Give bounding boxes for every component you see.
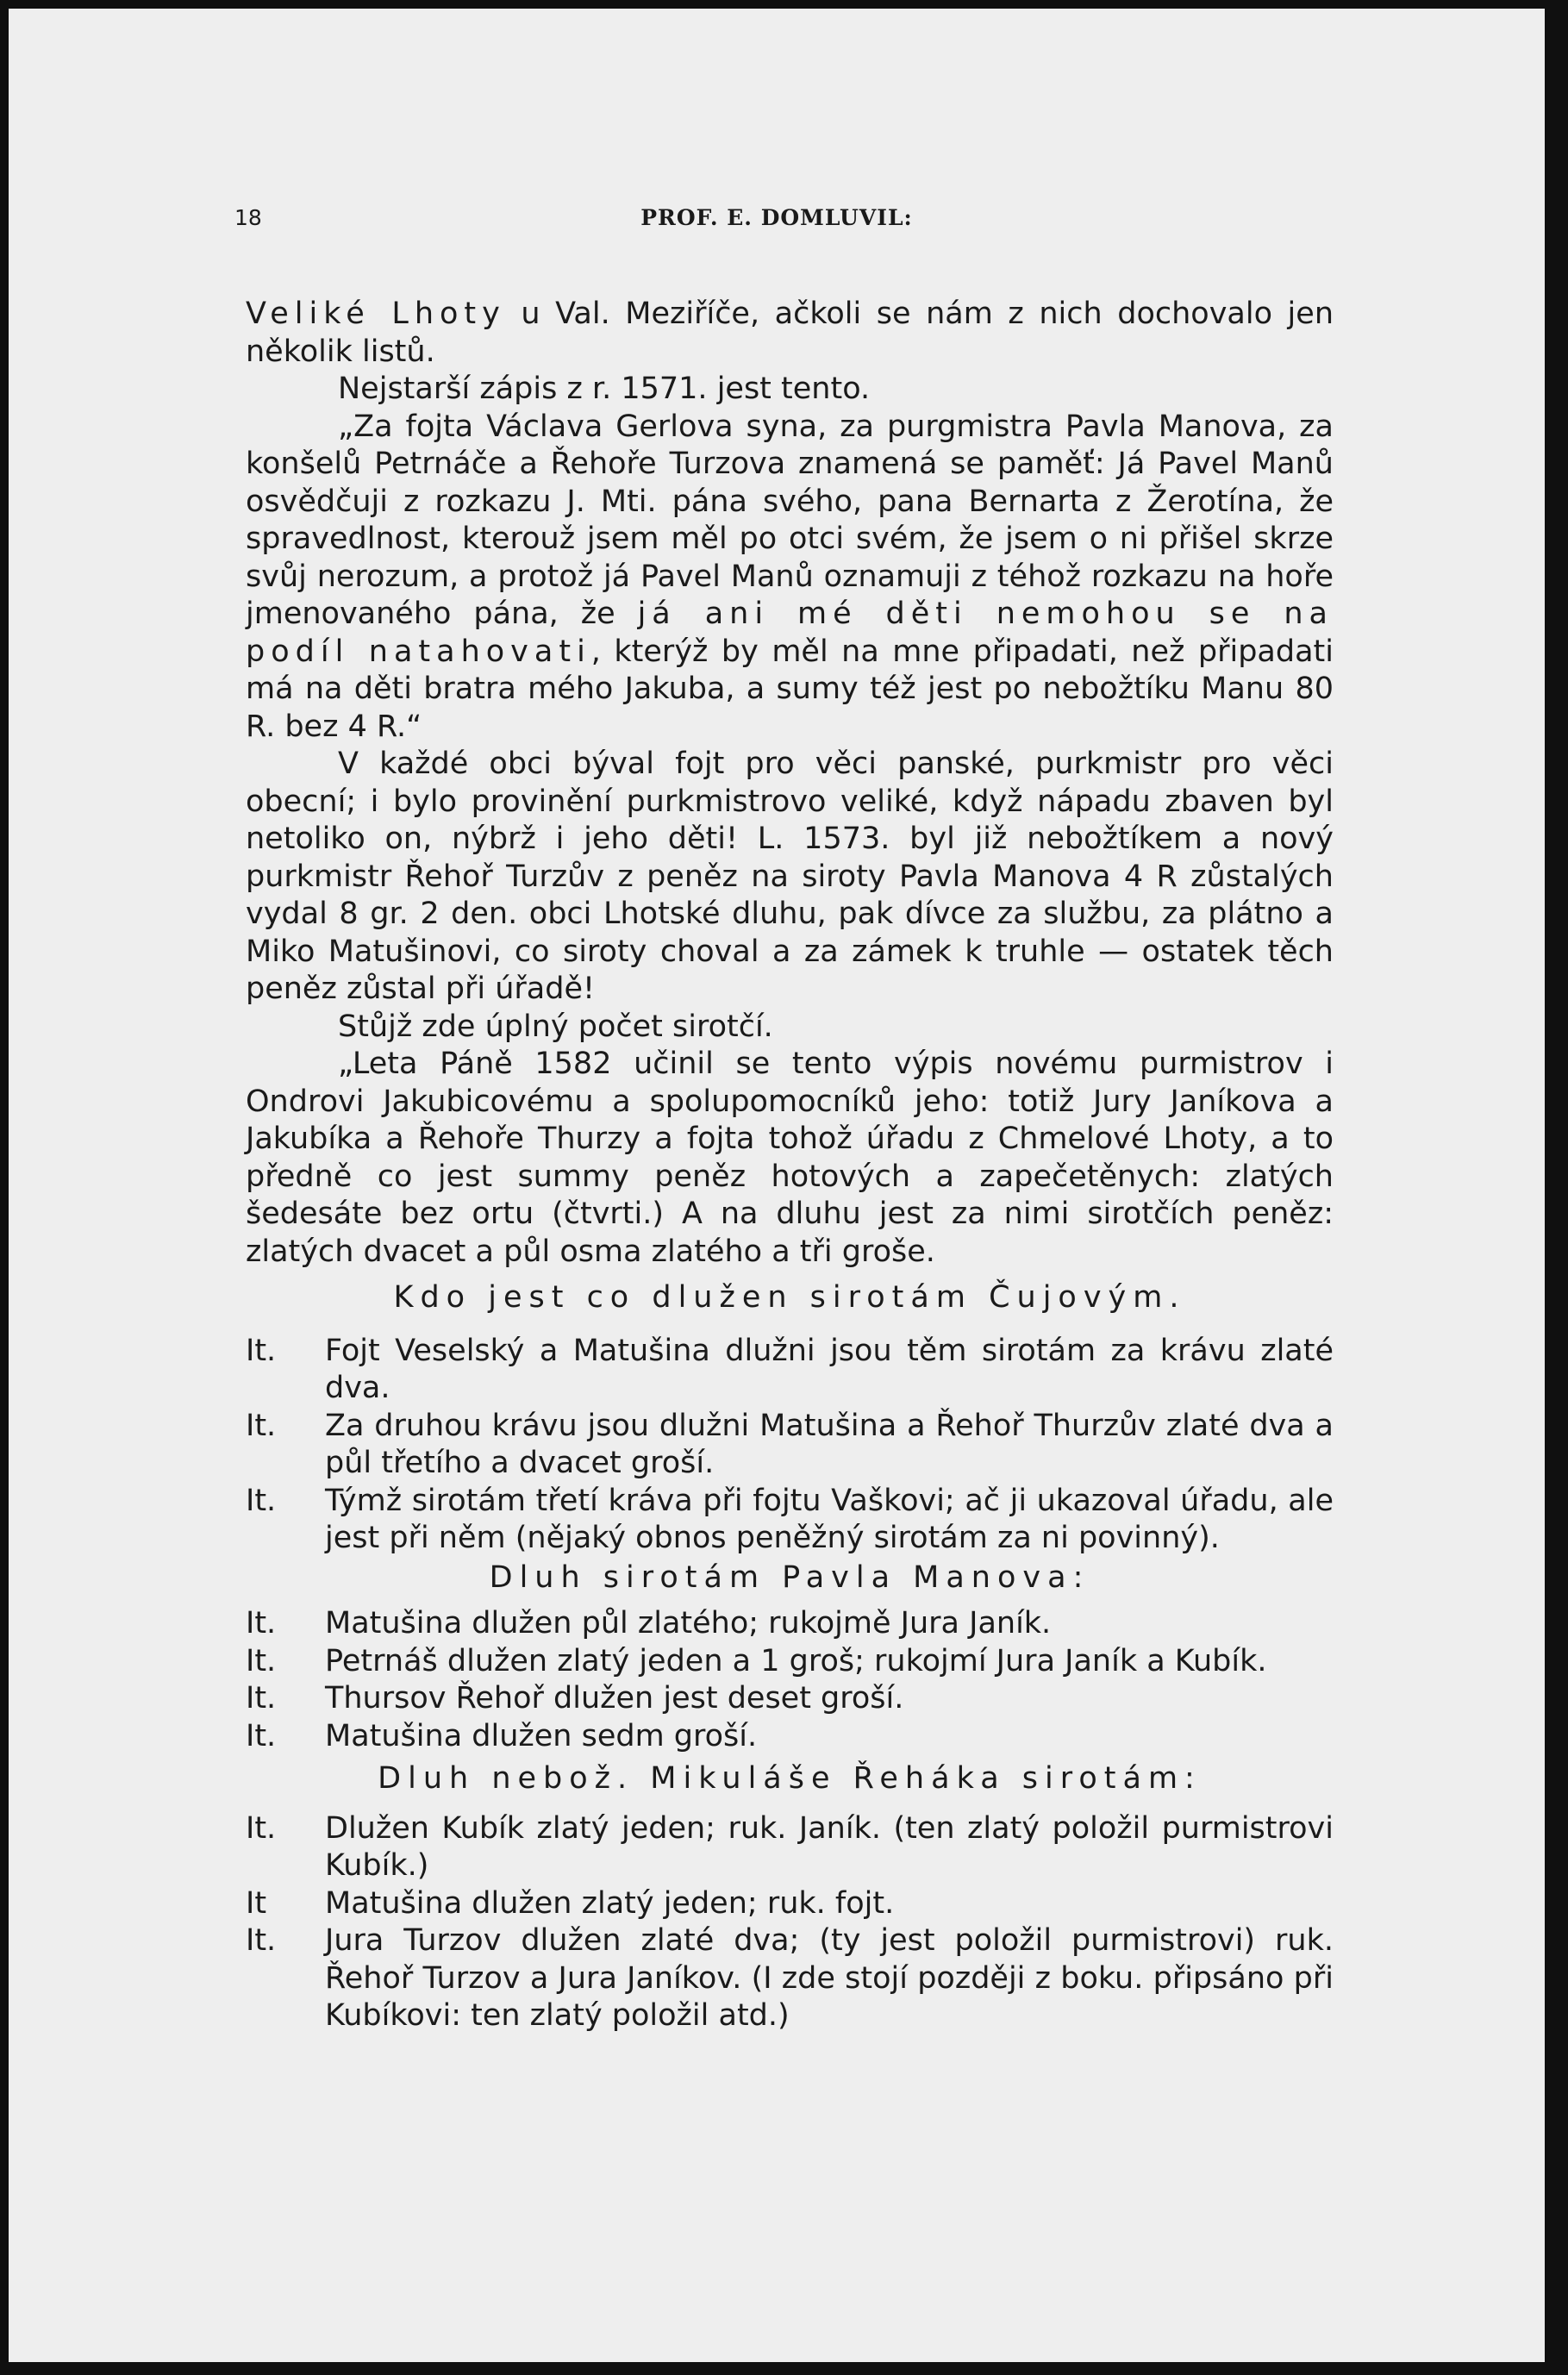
entry-label: It. (246, 1643, 277, 1678)
section-heading-manova: Dluh sirotám Pavla Manova: (489, 1559, 1090, 1595)
entry-label: It (246, 1885, 267, 1921)
list-item (246, 1605, 1334, 1643)
quote-part-2: , kterýž by měl na mne připadati, než připadati má na děti bratra mého Jakuba, a sumy též jest po nebožtíku Manu 80 R. bez 4 R.“ (246, 634, 1334, 744)
entry-text: Thursov Řehoř dlužen jest deset groší. (325, 1681, 904, 1716)
fojt-paragraph: V každé obci býval fojt pro věci panské, purkmistr pro věci obecní; i bylo provinění purkmistrovo veliké, když nápadu zbaven byl netoliko on, nýbrž i jeho děti! L. 1573. byl již nebožtíkem a nový purkmistr Řehoř Turzův z peněz na siroty Pavla Manova 4 R zůstalých vydal 8 gr. 2 den. obci Lhotské dluhu, pak dívce za službu, za plátno a Miko Matušinovi, co siroty choval a za zámek k truhle — ostatek těch peněz zůstal při úřadě! (246, 747, 1334, 1006)
list-item (246, 1885, 1334, 1923)
quote-paragraph (246, 409, 1334, 747)
intro-paragraph (246, 296, 1334, 371)
leta-paragraph: „Leta Páně 1582 učinil se tento výpis novému purmistrov i Ondrovi Jakubicovému a spolupomocníků jeho: totiž Jury Janíkova a Jakubíka a Řehoře Thurzy a fojta tohož úřadu z Chmelové Lhoty, a to předně co jest summy peněz hotových a zapečetěnych: zlatých šedesáte bez ortu (čtvrti.) A na dluhu jest za nimi sirotčích peněz: zlatých dvacet a půl osma zlatého a tři groše. (246, 1047, 1334, 1269)
running-title: PROF. E. DOMLUVIL: (640, 205, 913, 230)
list-item (246, 1408, 1334, 1483)
section-heading-cujovym: Kdo jest co dlužen sirotám Čujovým. (393, 1280, 1186, 1315)
entry-text: Týmž sirotám třetí kráva při fojtu Vaškovi; ač ji ukazoval úřadu, ale jest při něm (nějaký obnos peněžný sirotám za ni povinný). (325, 1483, 1334, 1555)
spaced-place-name: Veliké Lhoty (246, 297, 506, 331)
page-number: 18 (234, 205, 262, 230)
list-item (246, 1680, 1334, 1718)
list-item (246, 1333, 1334, 1408)
entry-text: Dlužen Kubík zlatý jeden; ruk. Janík. (ten zlatý položil purmistrovi Kubík.) (325, 1810, 1334, 1883)
entry-label: It. (246, 1923, 277, 1958)
entry-label: It. (246, 1483, 277, 1518)
entry-text: Fojt Veselský a Matušina dlužni jsou těm sirotám za krávu zlaté dva. (325, 1333, 1334, 1405)
list-item (246, 1810, 1334, 1885)
book-page (9, 9, 1545, 2362)
quote-part-1: „Za fojta Václava Gerlova syna, za purgmistra Pavla Manova, za konšelů Petrnáče a Řehoře Turzova znamená se paměť: Já Pavel Manů osvědčuji z rozkazu J. Mti. pána svého, pana Bernarta z Žerotína, že spravedlnost, kterouž jsem měl po otci svém, že jsem o ni přišel skrze svůj nerozum, a protož já Pavel Manů oznamuji z téhož rozkazu na hoře jmenovaného pána, že (246, 409, 1334, 631)
quote-spaced-phrase: já ani mé děti nemohou se na podíl natahovati (246, 597, 1334, 669)
entry-label: It. (246, 1681, 277, 1716)
entry-label: It. (246, 1718, 277, 1753)
page-body (246, 296, 1334, 2035)
entry-text: Petrnáš dlužen zlatý jeden a 1 groš; rukojmí Jura Janík a Kubík. (325, 1643, 1267, 1678)
intro-text: u Val. Meziříče, ačkoli se nám z nich dochovalo jen několik listů. (246, 297, 1334, 369)
entry-text: Matušina dlužen zlatý jeden; ruk. fojt. (325, 1885, 895, 1921)
entry-label: It. (246, 1333, 277, 1368)
oldest-record-paragraph: Nejstarší zápis z r. 1571. jest tento. (338, 372, 871, 406)
section-heading-rehaka: Dluh nebož. Mikuláše Řeháka sirotám: (378, 1761, 1202, 1796)
list-item (246, 1718, 1334, 1756)
page-header (234, 205, 1319, 240)
entry-label: It. (246, 1810, 277, 1846)
entry-label: It. (246, 1408, 277, 1443)
entry-label: It. (246, 1606, 277, 1641)
entry-text: Matušina dlužen sedm groší. (325, 1718, 758, 1753)
stujz-paragraph: Stůjž zde úplný počet sirotčí. (338, 1009, 773, 1044)
entry-text: Za druhou krávu jsou dlužni Matušina a Řehoř Thurzův zlaté dva a půl třetího a dvacet groší. (325, 1408, 1334, 1480)
list-item (246, 1922, 1334, 2035)
entry-text: Jura Turzov dlužen zlaté dva; (ty jest položil purmistrovi) ruk. Řehoř Turzov a Jura Janíkov. (I zde stojí později z boku. připsáno při Kubíkovi: ten zlatý položil atd.) (325, 1923, 1334, 2033)
list-item (246, 1643, 1334, 1681)
list-item (246, 1483, 1334, 1558)
entry-text: Matušina dlužen půl zlatého; rukojmě Jura Janík. (325, 1606, 1052, 1641)
